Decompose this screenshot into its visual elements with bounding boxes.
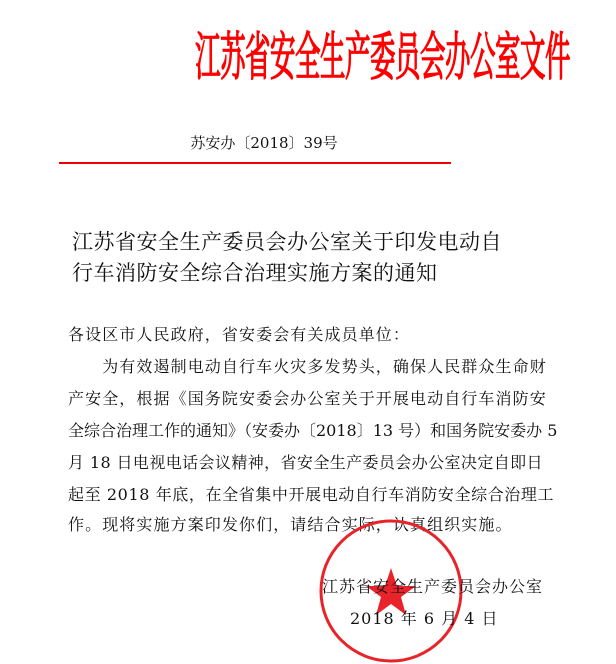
body-line: 全综合治理工作的通知》（安委办〔2018〕13 号）和国务院安委办 5	[68, 421, 558, 440]
signature: 江苏省安全生产委员会办公室	[322, 577, 544, 596]
body-line: 各设区市人民政府，省安委会有关成员单位：	[68, 325, 411, 344]
body-line: 作。现将实施方案印发你们，请结合实际，认真组织实施。	[68, 515, 513, 534]
letterhead	[0, 26, 616, 90]
red-divider	[59, 162, 451, 164]
date: 2018 年 6 月 4 日	[350, 609, 499, 628]
body-line: 起至 2018 年底，在全省集中开展电动自行车消防安全综合治理工	[68, 485, 555, 504]
body-line: 为有效遏制电动自行车火灾多发势头，确保人民群众生命财	[68, 357, 547, 376]
body-line: 月 18 日电视电话会议精神，省安全生产委员会办公室决定自即日	[68, 453, 543, 472]
body-line: 产安全，根据《国务院安委会办公室关于开展电动自行车消防安	[68, 389, 547, 408]
document-number: 苏安办〔2018〕39号	[190, 134, 338, 152]
letterhead-text: 江苏省安全生产委员会办公室文件	[195, 28, 570, 88]
title-line-1: 江苏省安全生产委员会办公室关于印发电动自	[72, 230, 502, 254]
title-line-2: 行车消防安全综合治理实施方案的通知	[72, 261, 438, 285]
